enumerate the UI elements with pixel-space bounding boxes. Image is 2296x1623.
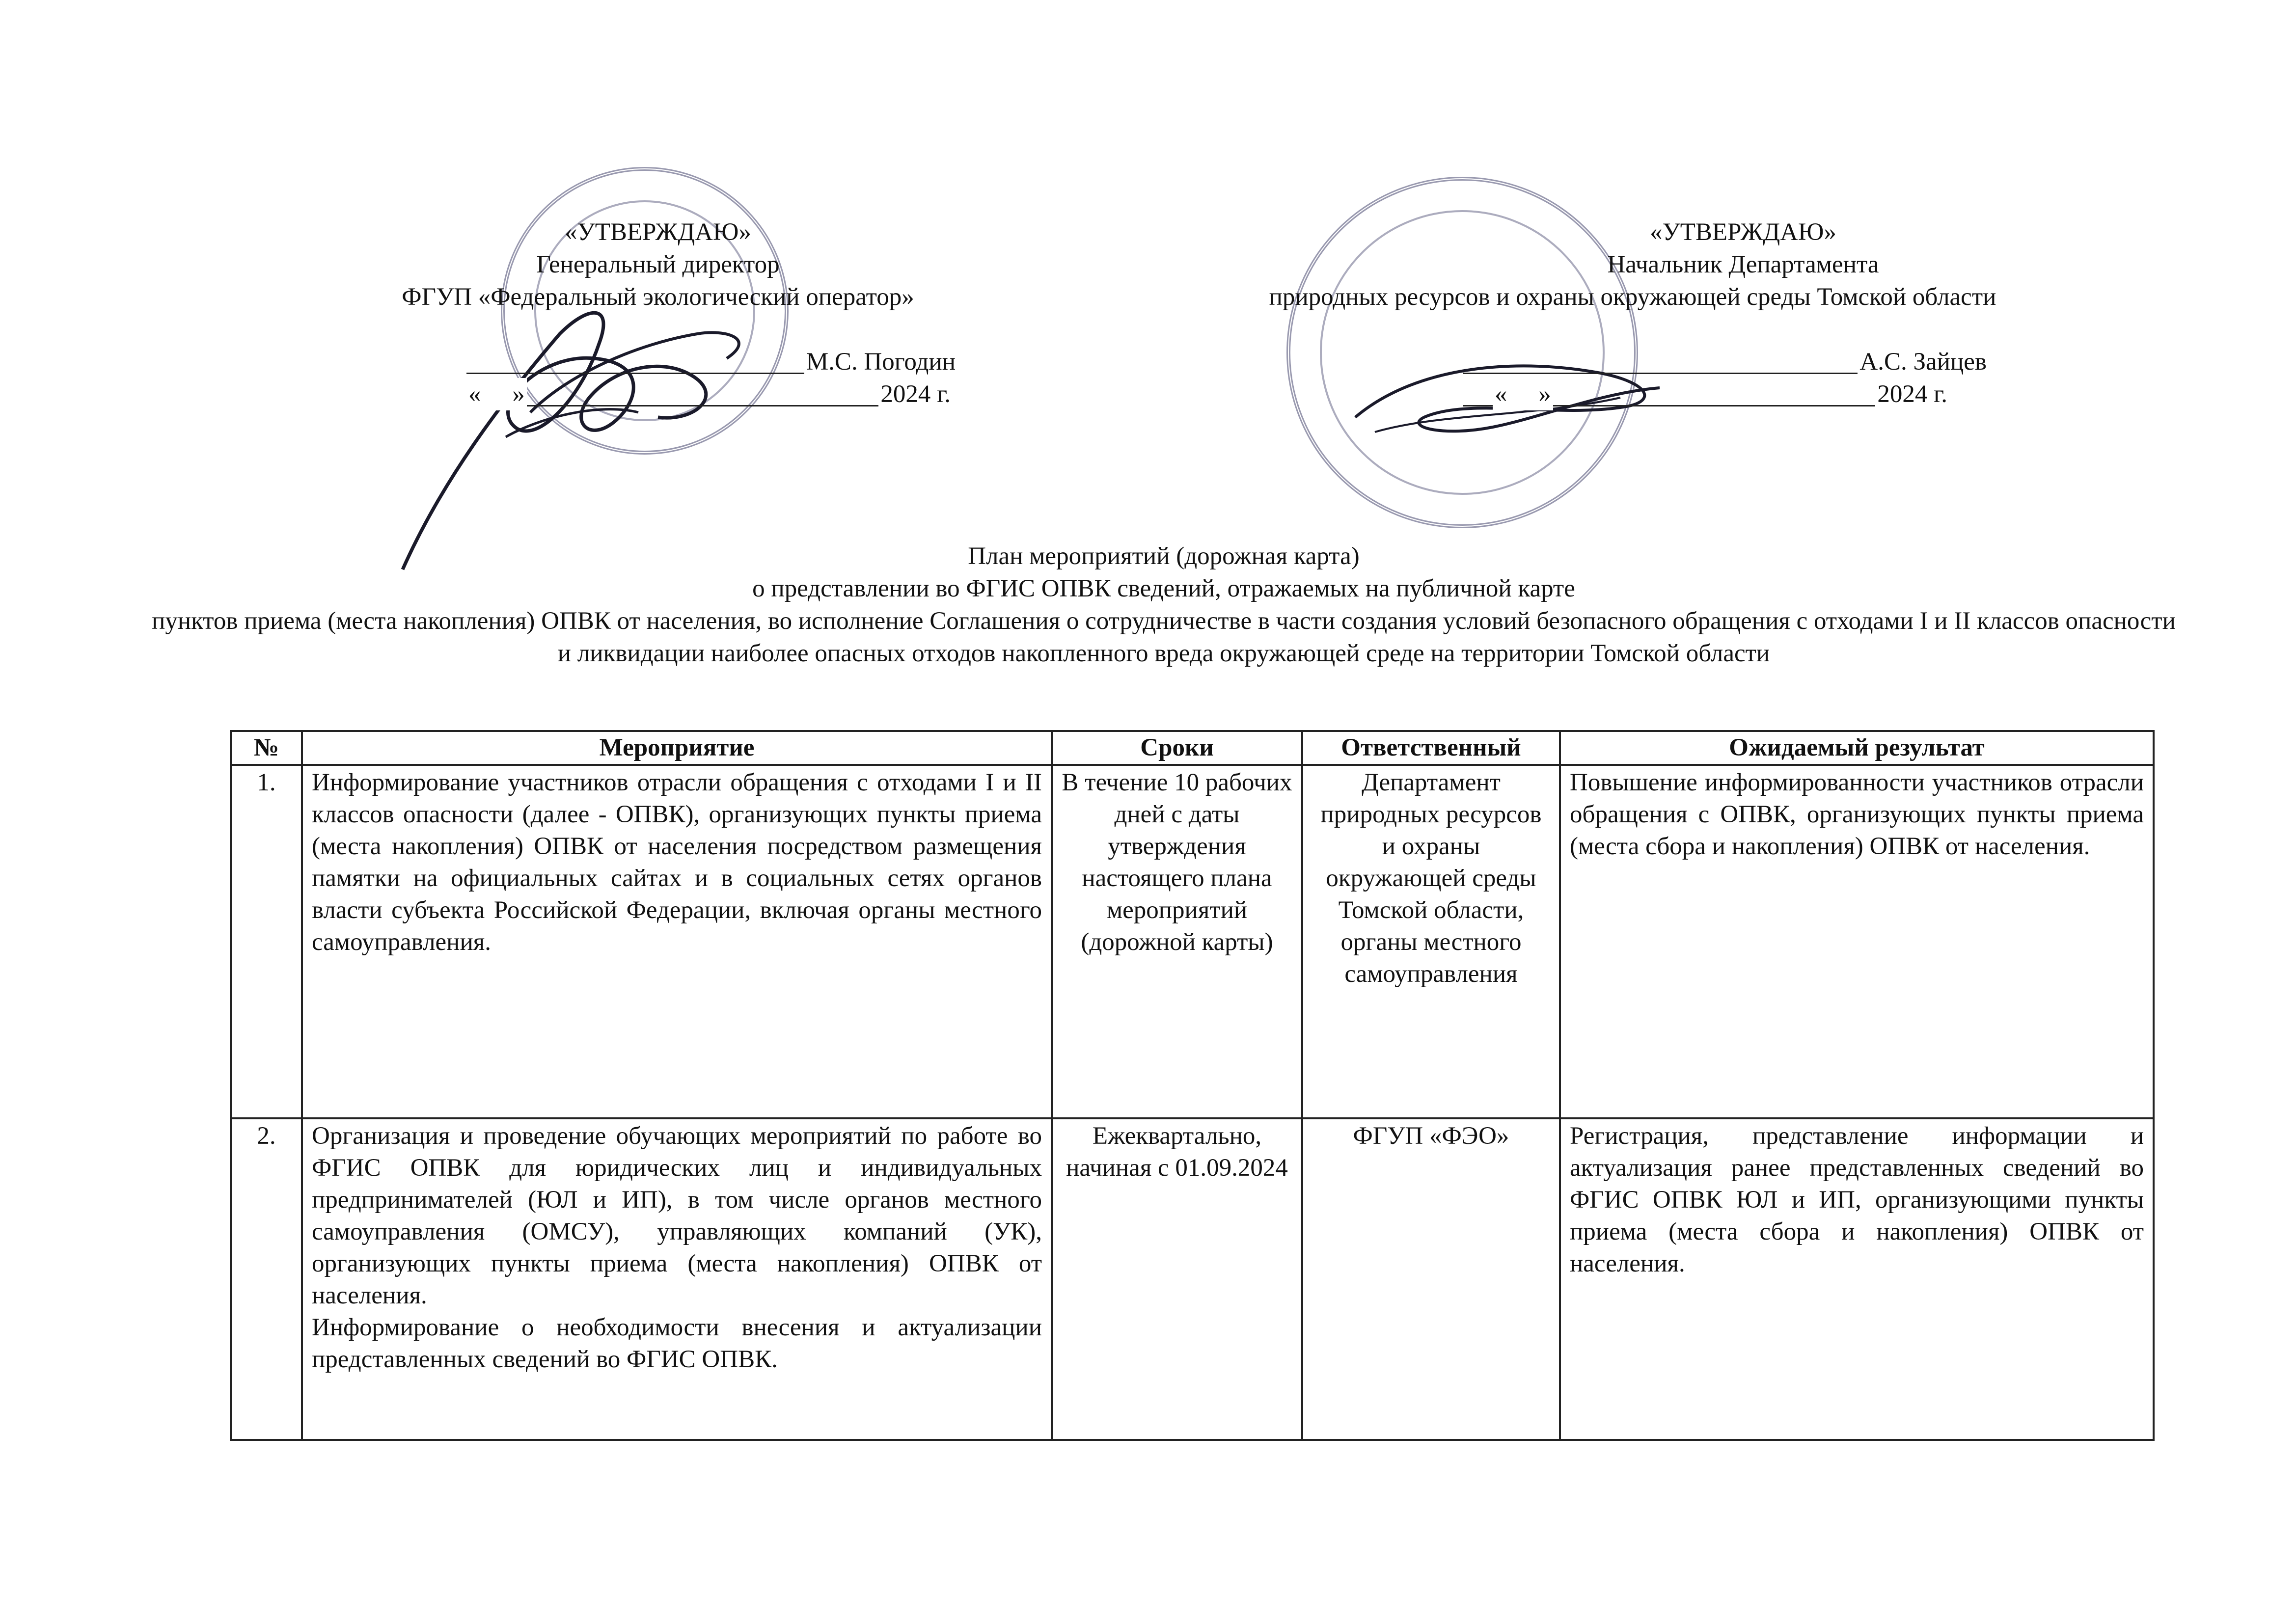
right-approval-name: А.С. Зайцев [1858, 346, 1989, 378]
header-responsible: Ответственный [1302, 731, 1560, 765]
title-line-3: пунктов приема (места накопления) ОПВК от населения, во исполнение Соглашения о сотрудничестве в части создания условий безопасного обращения с отходами I и II классов опасности и ликвидации наиболее опасных отходов накопленного вреда окружающей среде на территории Томской области [152, 607, 2176, 667]
row-activity-text: Организация и проведение обучающих мероприятий по работе во ФГИС ОПВК для юридических лиц и индивидуальных предпринимателей (ЮЛ и ИП), в том числе органов местного самоуправления (ОМСУ), управляющих компаний (УК), организующих пункты приема (места накопления) ОПВК от населения. [312, 1122, 1042, 1309]
left-approval-name: М.С. Погодин [804, 346, 957, 378]
row-result: Регистрация, представление информации и актуализация ранее представленных сведений во ФГИС ОПВК ЮЛ и ИП, организующими пункты приема (места сбора и накопления) ОПВК от населения. [1560, 1118, 2154, 1440]
table-row [231, 765, 2154, 1118]
title-line-2: о представлении во ФГИС ОПВК сведений, отражаемых на публичной карте [752, 575, 1575, 602]
row-num: 2. [231, 1118, 302, 1440]
left-approval-position: Генеральный директор [536, 251, 780, 278]
right-date-quotes: « » [1493, 378, 1553, 410]
header-result: Ожидаемый результат [1560, 731, 2154, 765]
right-signature-line [1463, 346, 1989, 378]
right-approval-block [1154, 216, 2111, 410]
row-responsible: Департамент природных ресурсов и охраны окружающей среды Томской области, органы местного самоуправления [1302, 765, 1560, 1118]
left-signature-line [466, 346, 957, 378]
table-row [231, 1118, 2154, 1440]
right-date-year: 2024 г. [1875, 378, 1949, 410]
row-activity-text: Информирование участников отрасли обращения с отходами I и II классов опасности (далее - ОПВК), организующих пункты приема (места накопления) ОПВК от населения посредством размещения памятки на официальных сайтах и в социальных сетях органов власти субъекта Российской Федерации, включая органы местного самоуправления. [312, 769, 1042, 956]
right-approval-organization: природных ресурсов и охраны окружающей среды Томской области [1269, 283, 1996, 311]
title-line-1: План мероприятий (дорожная карта) [968, 542, 1360, 570]
left-date-year: 2024 г. [878, 378, 953, 410]
row-result: Повышение информированности участников отрасли обращения с ОПВК, организующих пункты приема (места сбора и накопления) ОПВК от населения. [1560, 765, 2154, 1118]
left-date-quotes: « » [466, 378, 527, 410]
roadmap-table [230, 730, 2155, 1441]
document-title [147, 540, 2180, 670]
right-date-line [1463, 378, 1947, 410]
row-responsible: ФГУП «ФЭО» [1302, 1118, 1560, 1440]
header-activity: Мероприятие [302, 731, 1052, 765]
header-num: № [231, 731, 302, 765]
header-deadline: Сроки [1052, 731, 1302, 765]
row-deadline: В течение 10 рабочих дней с даты утверждения настоящего плана мероприятий (дорожной карты) [1052, 765, 1302, 1118]
row-num: 1. [231, 765, 302, 1118]
table-header-row [231, 731, 2154, 765]
left-approval-block [339, 216, 977, 410]
right-approval-position: Начальник Департамента [1607, 251, 1879, 278]
row-activity [302, 765, 1052, 1118]
right-approval-header: «УТВЕРЖДАЮ» [1650, 218, 1836, 246]
row-deadline: Ежеквартально, начиная с 01.09.2024 [1052, 1118, 1302, 1440]
left-approval-header: «УТВЕРЖДАЮ» [565, 218, 751, 246]
left-date-line [466, 378, 951, 410]
row-activity [302, 1118, 1052, 1440]
row-activity-text-2: Информирование о необходимости внесения и актуализации представленных сведений во ФГИС ОПВК. [312, 1314, 1042, 1373]
left-approval-organization: ФГУП «Федеральный экологический оператор» [402, 283, 914, 311]
